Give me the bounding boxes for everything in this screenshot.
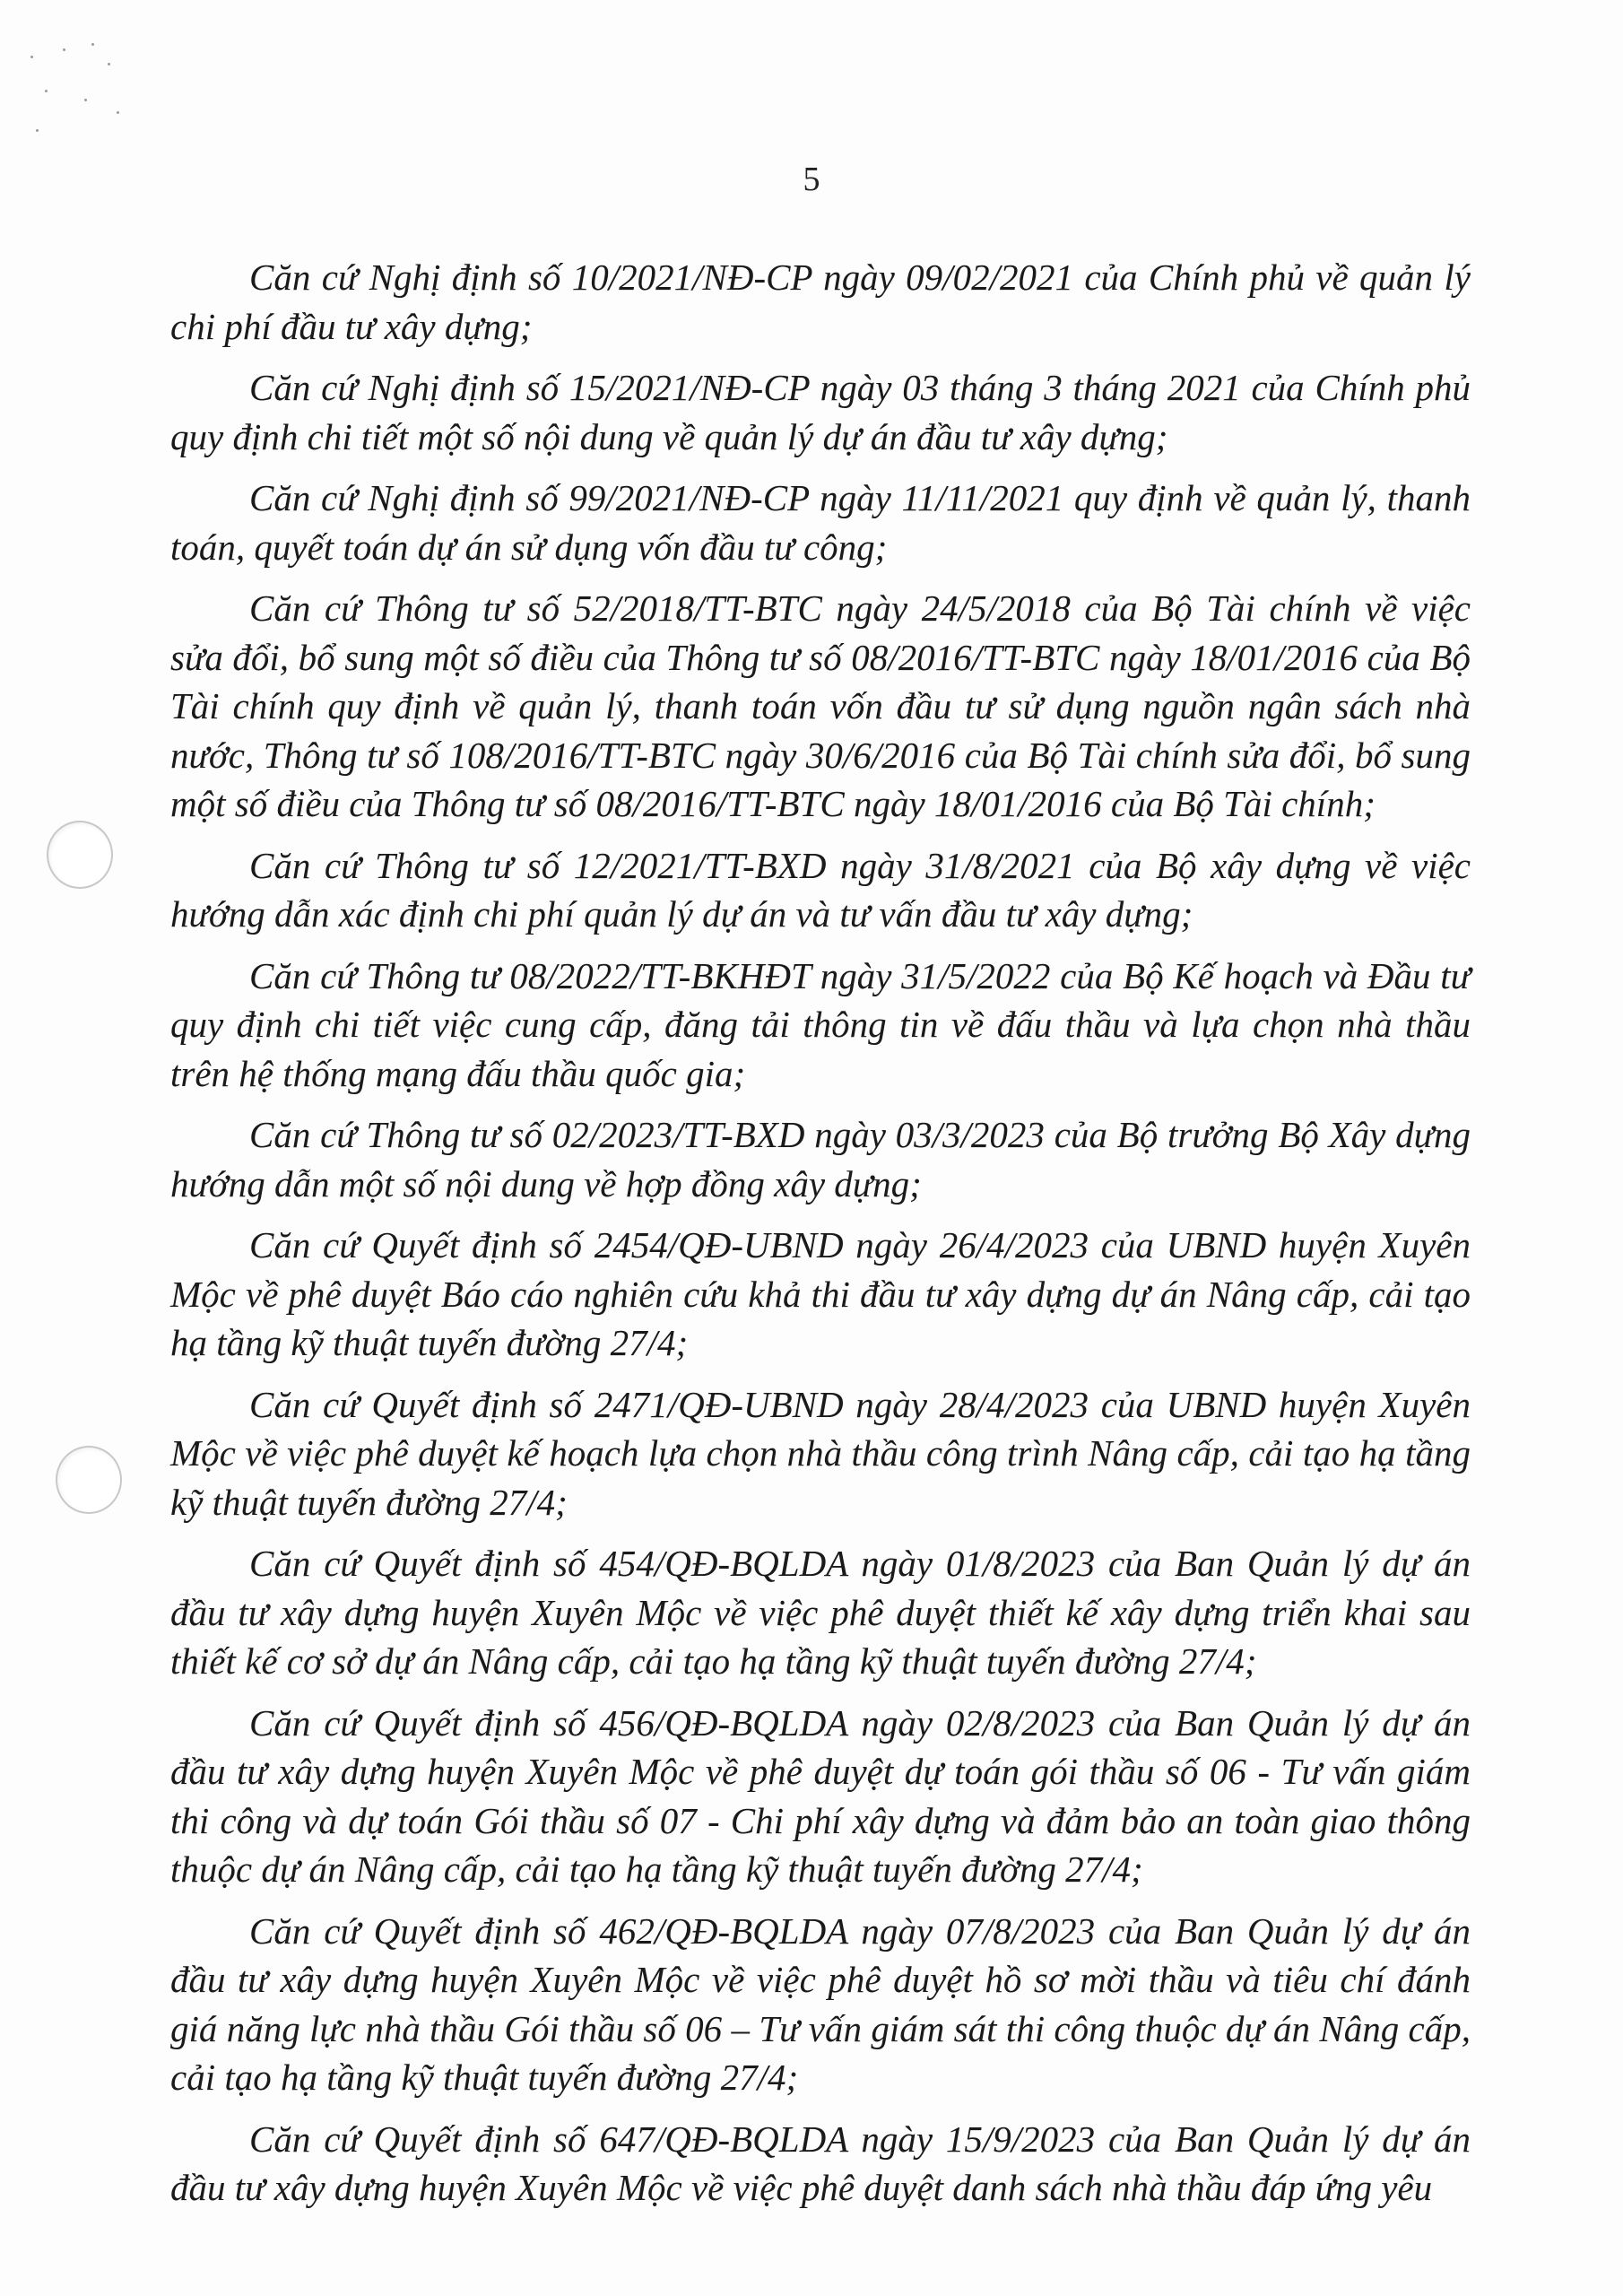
scan-speck [108, 63, 110, 65]
paragraph: Căn cứ Quyết định số 2471/QĐ-UBND ngày 28/4/2023 của UBND huyện Xuyên Mộc về việc phê duyệt kế hoạch lựa chọn nhà thầu công trình Nâng cấp, cải tạo hạ tầng kỹ thuật tuyến đường 27/4; [170, 1383, 1471, 1523]
document-body [170, 253, 1471, 2225]
paragraph: Căn cứ Quyết định số 456/QĐ-BQLDA ngày 02/8/2023 của Ban Quản lý dự án đầu tư xây dựng huyện Xuyên Mộc về phê duyệt dự toán gói thầu số 06 - Tư vấn giám thi công và dự toán Gói thầu số 07 - Chi phí xây dựng và đảm bảo an toàn giao thông thuộc dự án Nâng cấp, cải tạo hạ tầng kỹ thuật tuyến đường 27/4; [170, 1701, 1471, 1890]
paragraph: Căn cứ Nghị định số 15/2021/NĐ-CP ngày 03 tháng 3 tháng 2021 của Chính phủ quy định chi tiết một số nội dung về quản lý dự án đầu tư xây dựng; [170, 367, 1471, 457]
scan-speck [63, 48, 65, 51]
paragraph: Căn cứ Thông tư số 52/2018/TT-BTC ngày 24/5/2018 của Bộ Tài chính về việc sửa đổi, bổ sung một số điều của Thông tư số 08/2016/TT-BTC ngày 18/01/2016 của Bộ Tài chính quy định về quản lý, thanh toán vốn đầu tư sử dụng nguồn ngân sách nhà nước, Thông tư số 108/2016/TT-BTC ngày 30/6/2016 của Bộ Tài chính sửa đổi, bổ sung một số điều của Thông tư số 08/2016/TT-BTC ngày 18/01/2016 của Bộ Tài chính; [170, 587, 1471, 824]
paragraph: Căn cứ Nghị định số 99/2021/NĐ-CP ngày 11/11/2021 quy định về quản lý, thanh toán, quyết toán dự án sử dụng vốn đầu tư công; [170, 477, 1471, 568]
scan-speck [36, 129, 39, 132]
page-number: 5 [803, 161, 820, 198]
punch-hole [47, 821, 113, 889]
scan-speck [45, 90, 48, 92]
paragraph: Căn cứ Quyết định số 2454/QĐ-UBND ngày 26/4/2023 của UBND huyện Xuyên Mộc về phê duyệt Báo cáo nghiên cứu khả thi đầu tư xây dựng dự án Nâng cấp, cải tạo hạ tầng kỹ thuật tuyến đường 27/4; [170, 1224, 1471, 1363]
scan-speck [30, 56, 33, 58]
paragraph: Căn cứ Thông tư số 12/2021/TT-BXD ngày 31/8/2021 của Bộ xây dựng về việc hướng dẫn xác định chi phí quản lý dự án và tư vấn đầu tư xây dựng; [170, 844, 1471, 935]
scan-speck [91, 43, 94, 46]
scan-speck [84, 99, 87, 101]
paragraph: Căn cứ Thông tư 08/2022/TT-BKHĐT ngày 31/5/2022 của Bộ Kế hoạch và Đầu tư quy định chi tiết việc cung cấp, đăng tải thông tin về đấu thầu và lựa chọn nhà thầu trên hệ thống mạng đấu thầu quốc gia; [170, 954, 1471, 1094]
scan-speck [117, 111, 119, 114]
punch-hole [56, 1446, 122, 1514]
paragraph: Căn cứ Thông tư số 02/2023/TT-BXD ngày 03/3/2023 của Bộ trưởng Bộ Xây dựng hướng dẫn một số nội dung về hợp đồng xây dựng; [170, 1114, 1471, 1205]
paragraph: Căn cứ Nghị định số 10/2021/NĐ-CP ngày 09/02/2021 của Chính phủ về quản lý chi phí đầu tư xây dựng; [170, 257, 1471, 347]
scan-artifacts [27, 36, 126, 144]
paragraph: Căn cứ Quyết định số 454/QĐ-BQLDA ngày 01/8/2023 của Ban Quản lý dự án đầu tư xây dựng huyện Xuyên Mộc về việc phê duyệt thiết kế xây dựng triển khai sau thiết kế cơ sở dự án Nâng cấp, cải tạo hạ tầng kỹ thuật tuyến đường 27/4; [170, 1543, 1471, 1682]
paragraph: Căn cứ Quyết định số 462/QĐ-BQLDA ngày 07/8/2023 của Ban Quản lý dự án đầu tư xây dựng huyện Xuyên Mộc về việc phê duyệt hồ sơ mời thầu và tiêu chí đánh giá năng lực nhà thầu Gói thầu số 06 – Tư vấn giám sát thi công thuộc dự án Nâng cấp, cải tạo hạ tầng kỹ thuật tuyến đường 27/4; [170, 1909, 1471, 2098]
paragraph: Căn cứ Quyết định số 647/QĐ-BQLDA ngày 15/9/2023 của Ban Quản lý dự án đầu tư xây dựng huyện Xuyên Mộc về việc phê duyệt danh sách nhà thầu đáp ứng yêu [170, 2118, 1471, 2208]
